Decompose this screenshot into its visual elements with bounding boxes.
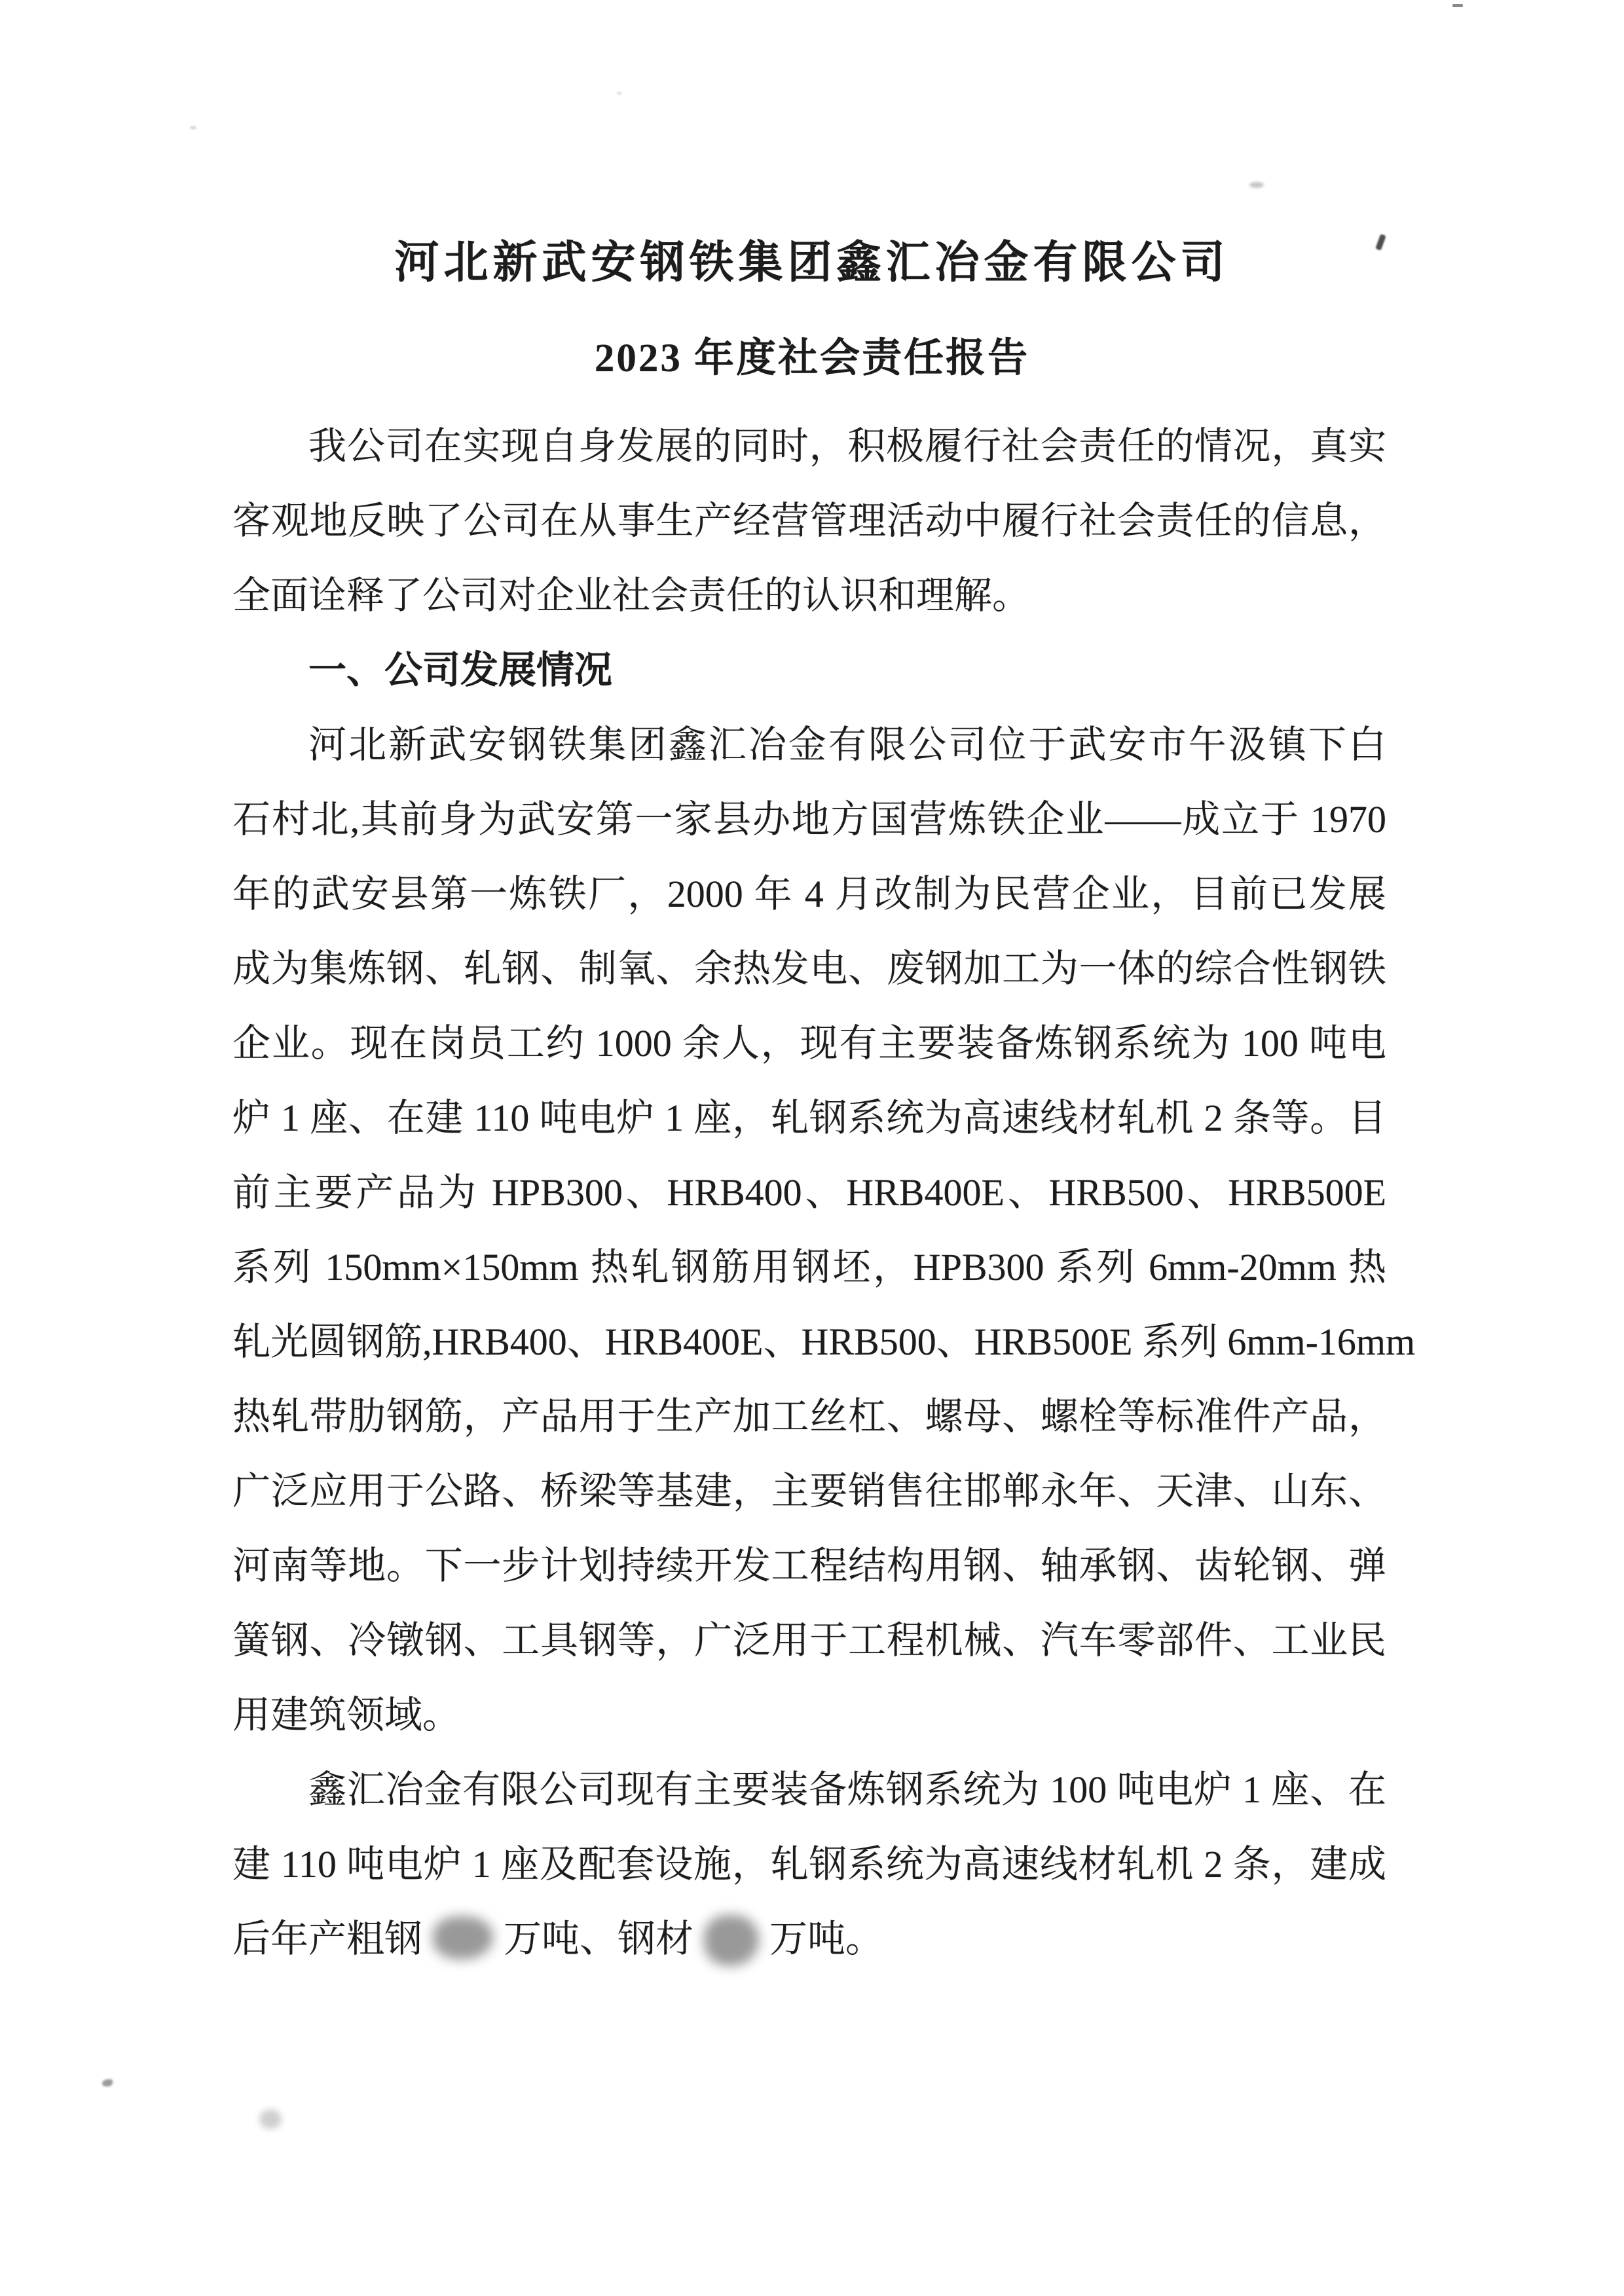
section-heading: 一、公司发展情况 xyxy=(308,649,613,691)
text-line: 广泛应用于公路、桥梁等基建，主要销售往邯郸永年、天津、山东、 xyxy=(232,1470,1386,1512)
text-line: 我公司在实现自身发展的同时，积极履行社会责任的情况，真实 xyxy=(308,425,1386,467)
text-line: 河北新武安钢铁集团鑫汇冶金有限公司位于武安市午汲镇下白 xyxy=(308,723,1386,766)
text-line xyxy=(232,1902,1386,1977)
scan-speck xyxy=(190,126,196,130)
text-line: 用建筑领域。 xyxy=(232,1694,461,1736)
text-line: 簧钢、冷镦钢、工具钢等，广泛用于工程机械、汽车零部件、工业民 xyxy=(232,1619,1386,1662)
text-segment: 万吨。 xyxy=(769,1918,884,1960)
text-line: 建 110 吨电炉 1 座及配套设施，轧钢系统为高速线材轧机 2 条，建成 xyxy=(232,1843,1386,1886)
redacted-number-blur xyxy=(433,1916,493,1959)
redacted-number-blur xyxy=(704,1915,759,1966)
text-line: 轧光圆钢筋,HRB400、HRB400E、HRB500、HRB500E 系列 6mm-16mm xyxy=(232,1321,1416,1363)
scan-speck xyxy=(617,92,622,95)
scan-speck xyxy=(259,2109,282,2129)
text-line: 炉 1 座、在建 110 吨电炉 1 座，轧钢系统为高速线材轧机 2 条等。目 xyxy=(232,1097,1386,1139)
text-segment: 后年产粗钢 xyxy=(232,1918,423,1960)
text-line: 客观地反映了公司在从事生产经营管理活动中履行社会责任的信息， xyxy=(232,500,1386,542)
text-line: 企业。现在岗员工约 1000 余人，现有主要装备炼钢系统为 100 吨电 xyxy=(232,1022,1386,1065)
text-line: 河南等地。下一步计划持续开发工程结构用钢、轴承钢、齿轮钢、弹 xyxy=(232,1544,1386,1587)
text-line: 成为集炼钢、轧钢、制氧、余热发电、废钢加工为一体的综合性钢铁 xyxy=(232,947,1386,990)
text-line: 系列 150mm×150mm 热轧钢筋用钢坯，HPB300 系列 6mm-20mm 热 xyxy=(232,1246,1386,1288)
text-line: 石村北,其前身为武安第一家县办地方国营炼铁企业——成立于 1970 xyxy=(232,798,1386,841)
report-subtitle: 2023 年度社会责任报告 xyxy=(594,337,1030,380)
text-line: 热轧带肋钢筋，产品用于生产加工丝杠、螺母、螺栓等标准件产品， xyxy=(232,1395,1386,1438)
scan-speck xyxy=(102,2079,113,2086)
text-line: 前主要产品为 HPB300、HRB400、HRB400E、HRB500、HRB500E xyxy=(232,1171,1386,1214)
report-body xyxy=(232,409,1416,1977)
text-line: 全面诠释了公司对企业社会责任的认识和理解。 xyxy=(232,574,1031,617)
scan-speck xyxy=(1249,182,1264,188)
scan-speck xyxy=(1452,4,1463,7)
report-title: 河北新武安钢铁集团鑫汇冶金有限公司 xyxy=(394,238,1230,287)
text-line: 年的武安县第一炼铁厂，2000 年 4 月改制为民营企业，目前已发展 xyxy=(232,873,1386,915)
text-segment: 万吨、钢材 xyxy=(504,1918,694,1960)
text-line: 鑫汇冶金有限公司现有主要装备炼钢系统为 100 吨电炉 1 座、在 xyxy=(308,1768,1386,1811)
